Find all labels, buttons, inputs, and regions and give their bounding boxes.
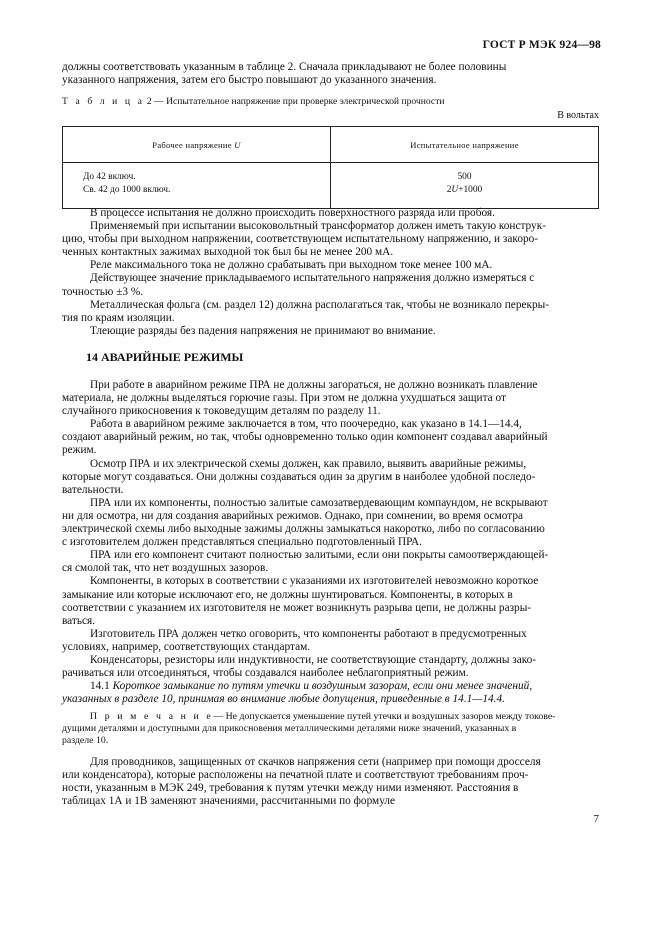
conductor-paragraph (62, 756, 599, 808)
text-line: ности, указанным в МЭК 249, требования к путям утечки между ними изменяют. Расстояния в (62, 782, 519, 795)
text-line: ваться. (62, 614, 96, 627)
paragraph: ПРА или их компоненты, полностью залитые самозатвердевающим компаундом, не вскрывают (90, 496, 548, 509)
text-line: ся смолой так, что нет воздушных зазоров. (62, 562, 269, 575)
table-cell-values (331, 163, 599, 209)
text-line: соответствии с указанием их изготовителя не может возникнуть разрыва цепи, не должны разры- (62, 601, 532, 614)
table-header-row (63, 127, 599, 163)
table-cell-ranges (63, 163, 331, 209)
text-line: ни для осмотра, ни для создания аварийных режимов. Однако, при сомнении, во время осмотра (62, 509, 524, 522)
text-line: создают аварийный режим, но так, чтобы одновременно только один компонент создавал аварийный (62, 431, 548, 444)
paragraph: Изготовитель ПРА должен четко оговорить, что компоненты работают в предусмотренных (90, 627, 527, 640)
table-units: В вольтах (557, 110, 599, 121)
table-row (63, 163, 599, 209)
table-caption (62, 96, 599, 107)
text-line: таблицах 1А и 1В заменяют значениями, рассчитанными по формуле (62, 795, 396, 808)
paragraph: Для проводников, защищенных от скачков напряжения сети (например при помощи дросселя (90, 756, 541, 768)
paragraph: При работе в аварийном режиме ПРА не должны загораться, не должно возникать плавление (90, 379, 538, 391)
paragraph: Применяемый при испытании высоковольтный трансформатор должен иметь такую конструк- (90, 220, 546, 233)
text-line: должны соответствовать указанным в таблице 2. Сначала прикладывают не более половины (62, 61, 507, 73)
subsection-14-1 (62, 680, 599, 693)
paragraph: Действующее значение прикладываемого испытательного напряжения должно измеряться с (90, 272, 535, 285)
note-line: разделе 10. (62, 735, 109, 746)
text-line: рачиваться или отсоединяться, чтобы создавался наиболее неблагоприятный режим. (62, 667, 469, 680)
text-line: с изготовителем должен представляться специально подготовленный ПРА. (62, 536, 422, 549)
voltage-table (62, 126, 599, 209)
paragraph: ПРА или его компонент считают полностью залитыми, если они покрыты самоотверждающей- (90, 549, 549, 562)
test-paragraphs (62, 207, 599, 338)
text-line: ченных контактных зажимах выходной ток был бы не менее 200 мА. (62, 246, 394, 259)
note-block (62, 711, 599, 747)
paragraph: Металлическая фольга (см. раздел 12) должна располагаться так, чтобы не возникало перекры- (90, 298, 549, 311)
section-14-body (62, 379, 599, 706)
text-line: тия по краям изоляции. (62, 311, 175, 324)
text-line: которые могут создаваться. Они должны создаваться один за другим в наиболее удобной последо- (62, 470, 536, 483)
value-cell: 500 (457, 172, 472, 182)
paragraph: Работа в аварийном режиме заключается в том, что поочередно, как указано в 14.1—14.4, (90, 418, 522, 431)
paragraph: В процессе испытания не должно происходить поверхностного разряда или пробоя. (90, 207, 495, 219)
text-line: материала, не должны выделяться горючие газы. При этом не должна ухудшаться защита от (62, 392, 506, 405)
range-cell: Св. 42 до 1000 включ. (83, 185, 171, 195)
section-heading: 14 АВАРИЙНЫЕ РЕЖИМЫ (86, 350, 244, 364)
text-line: условиях, например, соответствующих стандартам. (62, 640, 311, 653)
text-line: случайного прикосновения к токоведущим деталям по разделу 11. (62, 405, 381, 418)
value-cell: 2U+1000 (446, 185, 483, 195)
note-line: дущими деталями и доступными для прикосновения металлическими деталями ниже значений, указанных в (62, 723, 517, 734)
text-line: режим. (62, 444, 97, 457)
column-header-working-voltage: Рабочее напряжение U (63, 127, 331, 163)
text-line: электрической схемы либо выходные зажимы должны замыкаться накоротко, либо по согласованию (62, 523, 545, 536)
column-header-test-voltage: Испытательное напряжение (331, 127, 599, 163)
table-caption-label: Т а б л и ц а (62, 96, 145, 107)
text-line: цию, чтобы при выходном напряжении, соответствующем испытательному напряжению, и закоро- (62, 233, 539, 246)
paragraph: Тлеющие разряды без падения напряжения не принимают во внимание. (90, 324, 436, 337)
text-line: замыкание или которые исключают его, не должны шунтироваться. Компоненты, в которых в (62, 588, 513, 601)
text-line: или конденсатора), которые расположены на печатной плате и соответствуют требованиям проч- (62, 769, 529, 782)
paragraph: Компоненты, в которых в соответствии с указаниями их изготовителей невозможно короткое (90, 575, 539, 588)
intro-paragraph (62, 61, 599, 87)
text-line: вательности. (62, 483, 124, 496)
paragraph: Реле максимального тока не должно срабатывать при выходном токе менее 100 мА. (90, 259, 493, 272)
subsection-text: Короткое замыкание по путям утечки и воздушным зазорам, если они менее значений, (112, 680, 533, 693)
note-line: П р и м е ч а н и е— Не допускается уменьшение путей утечки и воздушных зазоров между токове- (90, 711, 556, 722)
range-cell: До 42 включ. (83, 172, 136, 182)
page-number: 7 (593, 813, 599, 825)
subsection-number: 14.1 (90, 680, 110, 693)
paragraph: Конденсаторы, резисторы или индуктивности, не соответствующие стандарту, должны зако- (90, 653, 537, 666)
text-line: точностью ±3 %. (62, 285, 144, 298)
note-label: П р и м е ч а н и е (90, 711, 214, 722)
paragraph: Осмотр ПРА и их электрической схемы должен, как правило, выявить аварийные режимы, (90, 457, 527, 470)
text-line: указанных в разделе 10, принимая во внимание любые допущения, приведенные в 14.1—14.4. (62, 693, 505, 706)
table-caption-text: 2 — Испытательное напряжение при проверке электрической прочности (146, 96, 445, 107)
text-line: указанного напряжения, затем его быстро повышают до указанного значения. (62, 74, 437, 87)
document-header: ГОСТ Р МЭК 924—98 (482, 39, 601, 51)
